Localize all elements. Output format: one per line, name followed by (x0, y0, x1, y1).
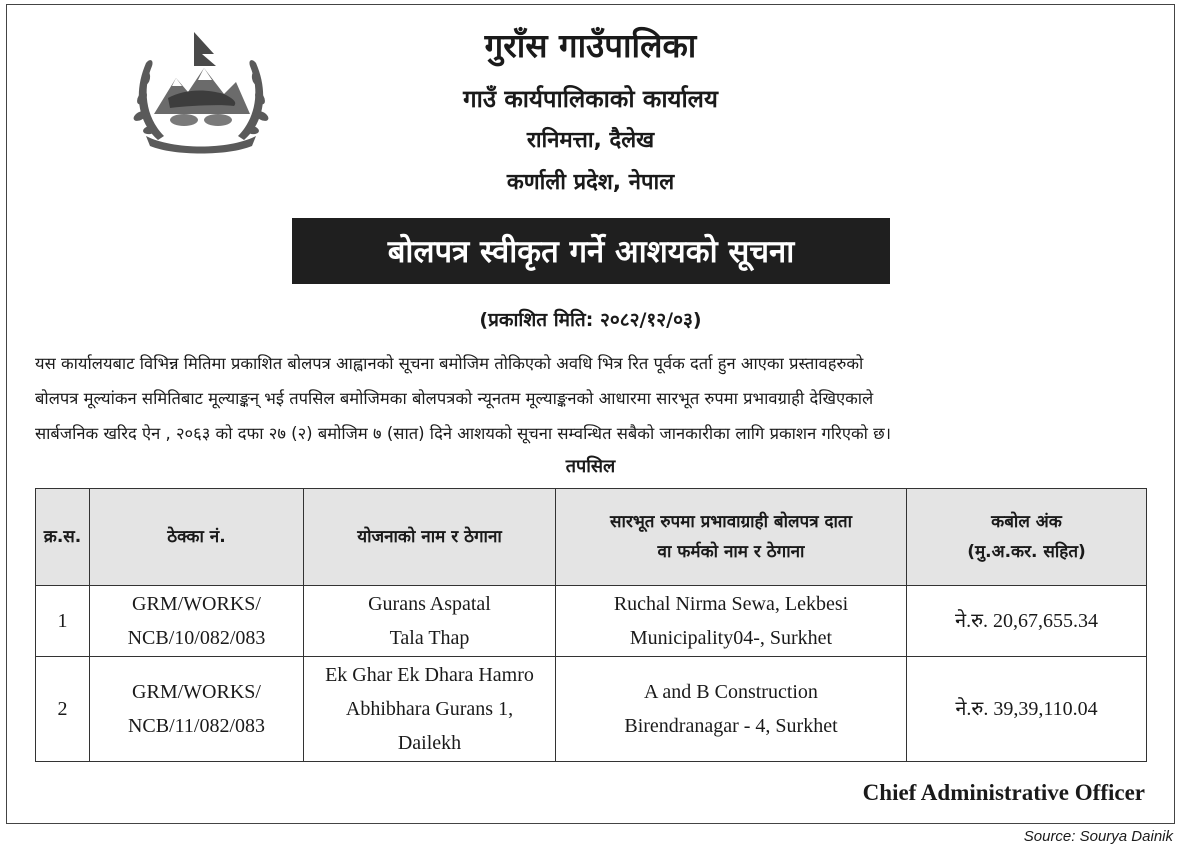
notice-title-banner (292, 218, 890, 284)
published-date: (प्रकाशित मिति: २०८२/१२/०३) (479, 309, 702, 331)
notice-title: बोलपत्र स्वीकृत गर्ने आशयको सूचना (387, 234, 795, 270)
header-contract-no: ठेक्का नं. (90, 489, 304, 586)
municipality-name: गुराँस गाउँपालिका (484, 26, 697, 65)
bid-results-table (35, 488, 1147, 762)
header-amount: कबोल अंक (मु.अ.कर. सहित) (907, 489, 1147, 586)
table-caption: तपसिल (565, 456, 616, 477)
cell-bidder: Ruchal Nirma Sewa, Lekbesi Municipality04-, Surkhet (556, 586, 907, 657)
source-credit: Source: Sourya Dainik (1023, 828, 1173, 845)
notice-paragraph (35, 346, 1147, 451)
cell-serial: 1 (36, 586, 90, 657)
table-row (36, 657, 1147, 762)
office-name: गाउँ कार्यपालिकाको कार्यालय (463, 85, 718, 113)
cell-contract-no: GRM/WORKS/ NCB/11/082/083 (90, 657, 304, 762)
cell-bidder: A and B Construction Birendranagar - 4, Surkhet (556, 657, 907, 762)
signatory-title: Chief Administrative Officer (862, 780, 1145, 805)
cell-project: Ek Ghar Ek Dhara Hamro Abhibhara Gurans 1, Dailekh (304, 657, 556, 762)
cell-contract-no: GRM/WORKS/ NCB/10/082/083 (90, 586, 304, 657)
table-header-row (36, 489, 1147, 586)
cell-serial: 2 (36, 657, 90, 762)
office-location: रानिमत्ता, दैलेख (526, 128, 655, 153)
paragraph-line: सार्बजनिक खरिद ऐन , २०६३ को दफा २७ (२) बमोजिम ७ (सात) दिने आशयको सूचना सम्वन्धित सबैको जानकारीका लागि प्रकाशन गरिएको छ। (35, 424, 891, 443)
cell-amount: ने.रु. 20,67,655.34 (907, 586, 1147, 657)
header-serial: क्र.स. (36, 489, 90, 586)
paragraph-line: बोलपत्र मूल्यांकन समितिबाट मूल्याङ्कन् भई तपसिल बमोजिमका बोलपत्रको न्यूनतम मूल्याङ्कनको आधारमा सारभूत रुपमा प्रभावग्राही देखिएकाले (35, 389, 874, 408)
header-bidder: सारभूत रुपमा प्रभावाग्राही बोलपत्र दाता वा फर्मको नाम र ठेगाना (556, 489, 907, 586)
province-name: कर्णाली प्रदेश, नेपाल (506, 170, 675, 195)
table-row (36, 586, 1147, 657)
cell-amount: ने.रु. 39,39,110.04 (907, 657, 1147, 762)
cell-project: Gurans Aspatal Tala Thap (304, 586, 556, 657)
paragraph-line: यस कार्यालयबाट विभिन्न मितिमा प्रकाशित बोलपत्र आह्वानको सूचना बमोजिम तोकिएको अवधि भित्र रित पूर्वक दर्ता हुन आएका प्रस्तावहरुको (35, 354, 864, 373)
header-project: योजनाको नाम र ठेगाना (304, 489, 556, 586)
